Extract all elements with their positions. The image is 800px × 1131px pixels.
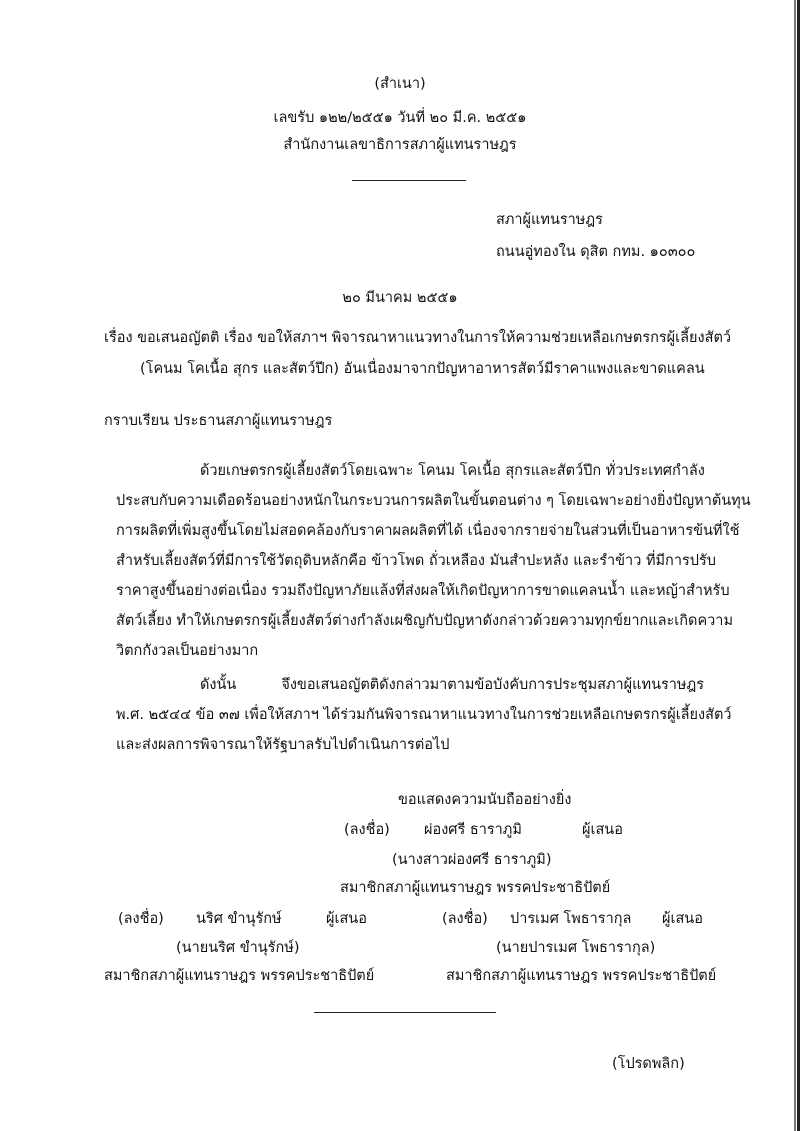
page-edge-shadow	[794, 0, 796, 1131]
subject-line-1: เรื่อง ขอเสนอญัตติ เรื่อง ขอให้สภาฯ พิจารณาหาแนวทางในการให้ความช่วยเหลือเกษตรกรผู้เลี้ยงสัตว์	[104, 330, 732, 346]
main-full-name: (นางสาวผ่องศรี ธาราภูมิ)	[392, 852, 552, 868]
subject-line-2: (โคนม โคเนื้อ สุกร และสัตว์ปีก) อันเนื่องมาจากปัญหาอาหารสัตว์มีราคาแพงและขาดแคลน	[140, 361, 705, 377]
para1-line: ประสบกับความเดือดร้อนอย่างหนักในกระบวนการผลิตในขั้นตอนต่าง ๆ โดยเฉพาะอย่างยิ่งปัญหาต้นทุน	[116, 493, 751, 509]
para1-line: การผลิตที่เพิ่มสูงขึ้นโดยไม่สอดคล้องกับราคาผลผลิตที่ได้ เนื่องจากรายจ่ายในส่วนที่เป็นอาหารข้นที่ใช้	[116, 523, 740, 539]
para1-line: วิตกกังวลเป็นอย่างมาก	[116, 643, 259, 659]
para2-line: พ.ศ. ๒๕๔๔ ข้อ ๓๗ เพื่อให้สภาฯ ได้ร่วมกันพิจารณาหาแนวทางในการช่วยเหลือเกษตรกรผู้เลี้ยงสัตว์	[116, 707, 732, 723]
sign-prefix: (ลงชื่อ)	[442, 911, 488, 927]
right-signature: ปารเมศ โพธารากุล	[510, 911, 632, 927]
para2-line: ดังนั้น จึงขอเสนอญัตติดังกล่าวมาตามข้อบังคับการประชุมสภาผู้แทนราษฎร	[200, 677, 704, 693]
copy-mark: (สำเนา)	[374, 76, 426, 92]
main-position: สมาชิกสภาผู้แทนราษฎร พรรคประชาธิปัตย์	[340, 880, 611, 896]
para1-line: ด้วยเกษตรกรผู้เลี้ยงสัตว์โดยเฉพาะ โคนม โคเนื้อ สุกรและสัตว์ปีก ทั่วประเทศกำลัง	[200, 463, 705, 479]
address-line-2: ถนนอู่ทองใน ดุสิต กทม. ๑๐๓๐๐	[496, 244, 696, 260]
para1-line: ราคาสูงขึ้นอย่างต่อเนื่อง รวมถึงปัญหาภัยแล้งที่ส่งผลให้เกิดปัญหาการขาดแคลนน้ำ และหญ้าสำหรับ	[116, 583, 730, 599]
office-name: สำนักงานเลขาธิการสภาผู้แทนราษฎร	[283, 137, 517, 153]
turn-over-note: (โปรดพลิก)	[612, 1056, 685, 1072]
left-signature: นริศ ขำนุรักษ์	[196, 911, 282, 927]
address-line-1: สภาผู้แทนราษฎร	[496, 212, 603, 228]
right-full-name: (นายปารเมศ โพธารากุล)	[496, 940, 656, 956]
left-full-name: (นายนริศ ขำนุรักษ์)	[176, 940, 300, 956]
header-divider	[352, 180, 466, 181]
para1-line: สัตว์เลี้ยง ทำให้เกษตรกรผู้เลี้ยงสัตว์ต่างกำลังเผชิญกับปัญหาดังกล่าวด้วยความทุกข์ยากและเกิดความ	[116, 613, 734, 629]
right-position: สมาชิกสภาผู้แทนราษฎร พรรคประชาธิปัตย์	[446, 968, 717, 984]
para2-line: และส่งผลการพิจารณาให้รัฐบาลรับไปดำเนินการต่อไป	[116, 737, 450, 753]
para1-line: สำหรับเลี้ยงสัตว์ที่มีการใช้วัตถุดิบหลักคือ ข้าวโพด ถั่วเหลือง มันสำปะหลัง และรำข้าว ที่มีการปรับ	[116, 553, 716, 569]
salutation: กราบเรียน ประธานสภาผู้แทนราษฎร	[104, 413, 333, 429]
sign-prefix: (ลงชื่อ)	[344, 822, 390, 838]
role-label: ผู้เสนอ	[326, 911, 367, 927]
letter-date: ๒๐ มีนาคม ๒๕๕๑	[342, 290, 458, 306]
closing: ขอแสดงความนับถืออย่างยิ่ง	[398, 792, 572, 808]
main-signature: ผ่องศรี ธาราภูมิ	[424, 822, 522, 838]
role-label: ผู้เสนอ	[662, 911, 703, 927]
role-label: ผู้เสนอ	[582, 822, 623, 838]
sign-prefix: (ลงชื่อ)	[118, 911, 164, 927]
left-position: สมาชิกสภาผู้แทนราษฎร พรรคประชาธิปัตย์	[104, 968, 375, 984]
receipt-line: เลขรับ ๑๒๒/๒๕๕๑ วันที่ ๒๐ มี.ค. ๒๕๕๑	[273, 110, 527, 126]
footer-divider	[314, 1012, 496, 1013]
